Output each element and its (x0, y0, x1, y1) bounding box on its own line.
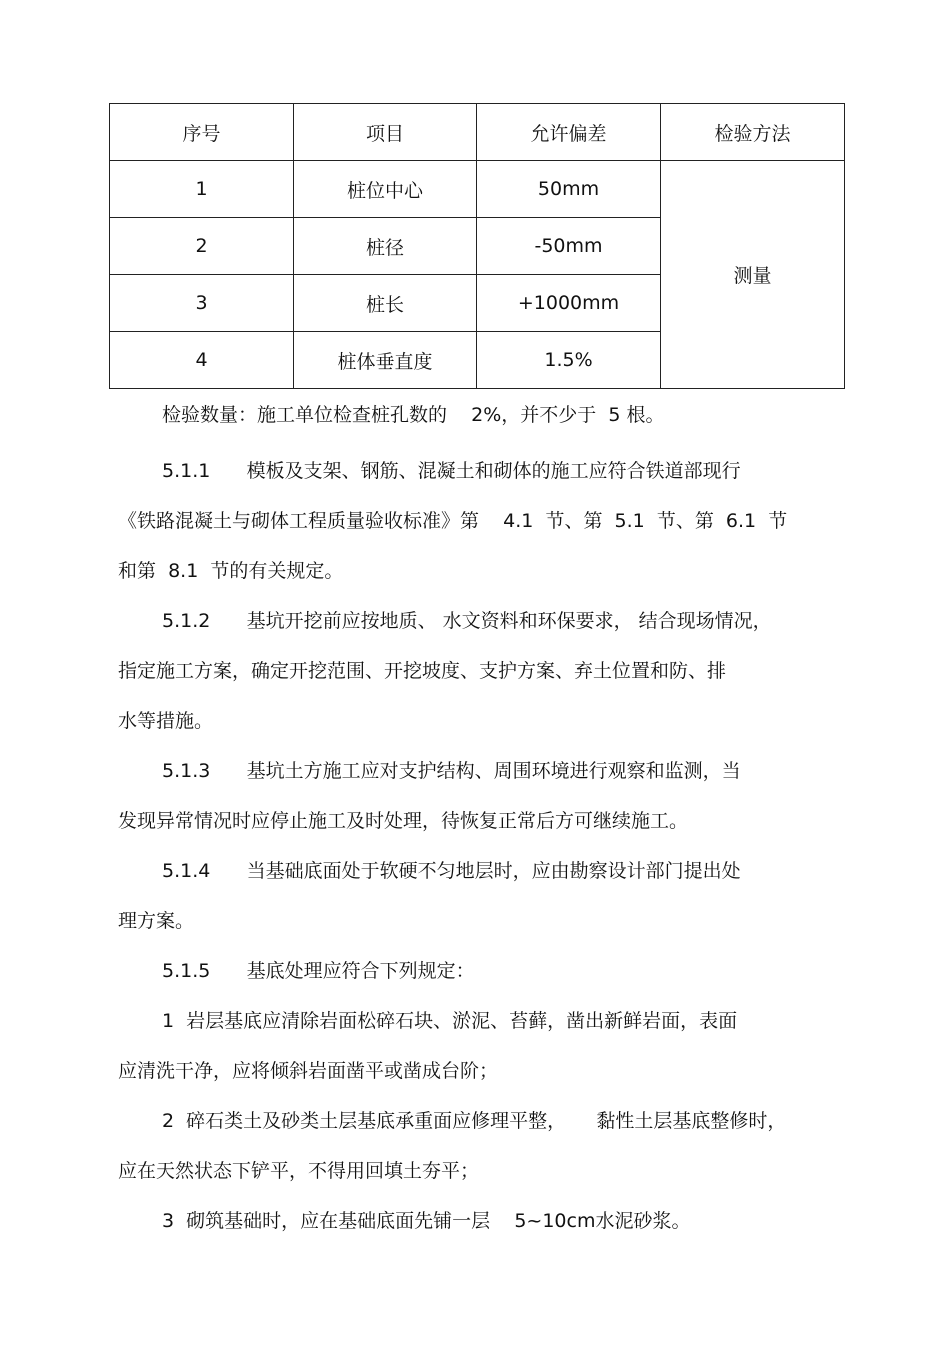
tolerance-table (109, 103, 845, 389)
table-cell: 桩体垂直度 (294, 332, 477, 389)
clause-5-1-5: 5.1.5 基底处理应符合下列规定： (162, 960, 475, 982)
table-cell: 3 (110, 275, 294, 332)
table-cell: +1000mm (477, 275, 661, 332)
table-cell: 2 (110, 218, 294, 275)
table-cell: 50mm (477, 161, 661, 218)
body-text-line: 《铁路混凝土与砌体工程质量验收标准》第 4.1 节、第 5.1 节、第 6.1 节 (118, 510, 788, 532)
inspection-method-cell: 测量 (661, 161, 845, 389)
table-cell: 桩位中心 (294, 161, 477, 218)
inspection-quantity-text: 检验数量：施工单位检查桩孔数的 2%，并不少于 5 根。 (162, 404, 665, 426)
body-text-line: 理方案。 (118, 910, 195, 932)
header-cell: 检验方法 (661, 104, 845, 161)
table-cell: 1.5% (477, 332, 661, 389)
table-cell: 桩长 (294, 275, 477, 332)
body-text-line: 应在天然状态下铲平，不得用回填土夯平； (118, 1160, 480, 1182)
clause-5-1-4: 5.1.4 当基础底面处于软硬不匀地层时，应由勘察设计部门提出处 (162, 860, 741, 882)
clause-5-1-3: 5.1.3 基坑土方施工应对支护结构、周围环境进行观察和监测，当 (162, 760, 741, 782)
header-cell: 项目 (294, 104, 477, 161)
table-cell: 桩径 (294, 218, 477, 275)
body-text-line: 水等措施。 (118, 710, 214, 732)
clause-5-1-1: 5.1.1 模板及支架、钢筋、混凝土和砌体的施工应符合铁道部现行 (162, 460, 741, 482)
header-cell: 允许偏差 (477, 104, 661, 161)
table-cell: 4 (110, 332, 294, 389)
body-text-line: 发现异常情况时应停止施工及时处理，待恢复正常后方可继续施工。 (118, 810, 689, 832)
header-cell: 序号 (110, 104, 294, 161)
body-text-line: 指定施工方案，确定开挖范围、开挖坡度、支护方案、弃土位置和防、排 (118, 660, 727, 682)
table-cell: 1 (110, 161, 294, 218)
table-row (110, 161, 845, 218)
list-item-2: 2 碎石类土及砂类土层基底承重面应修理平整， 黏性土层基底整修时， (162, 1110, 787, 1132)
list-item-1: 1 岩层基底应清除岩面松碎石块、淤泥、苔藓，凿出新鲜岩面，表面 (162, 1010, 738, 1032)
body-text-line: 应清洗干净，应将倾斜岩面凿平或凿成台阶； (118, 1060, 499, 1082)
body-text-line: 和第 8.1 节的有关规定。 (118, 560, 344, 582)
list-item-3: 3 砌筑基础时，应在基础底面先铺一层 5~10cm水泥砂浆。 (162, 1210, 691, 1232)
table-header-row (110, 104, 845, 161)
clause-5-1-2: 5.1.2 基坑开挖前应按地质、 水文资料和环保要求， 结合现场情况， (162, 610, 772, 632)
table-cell: -50mm (477, 218, 661, 275)
